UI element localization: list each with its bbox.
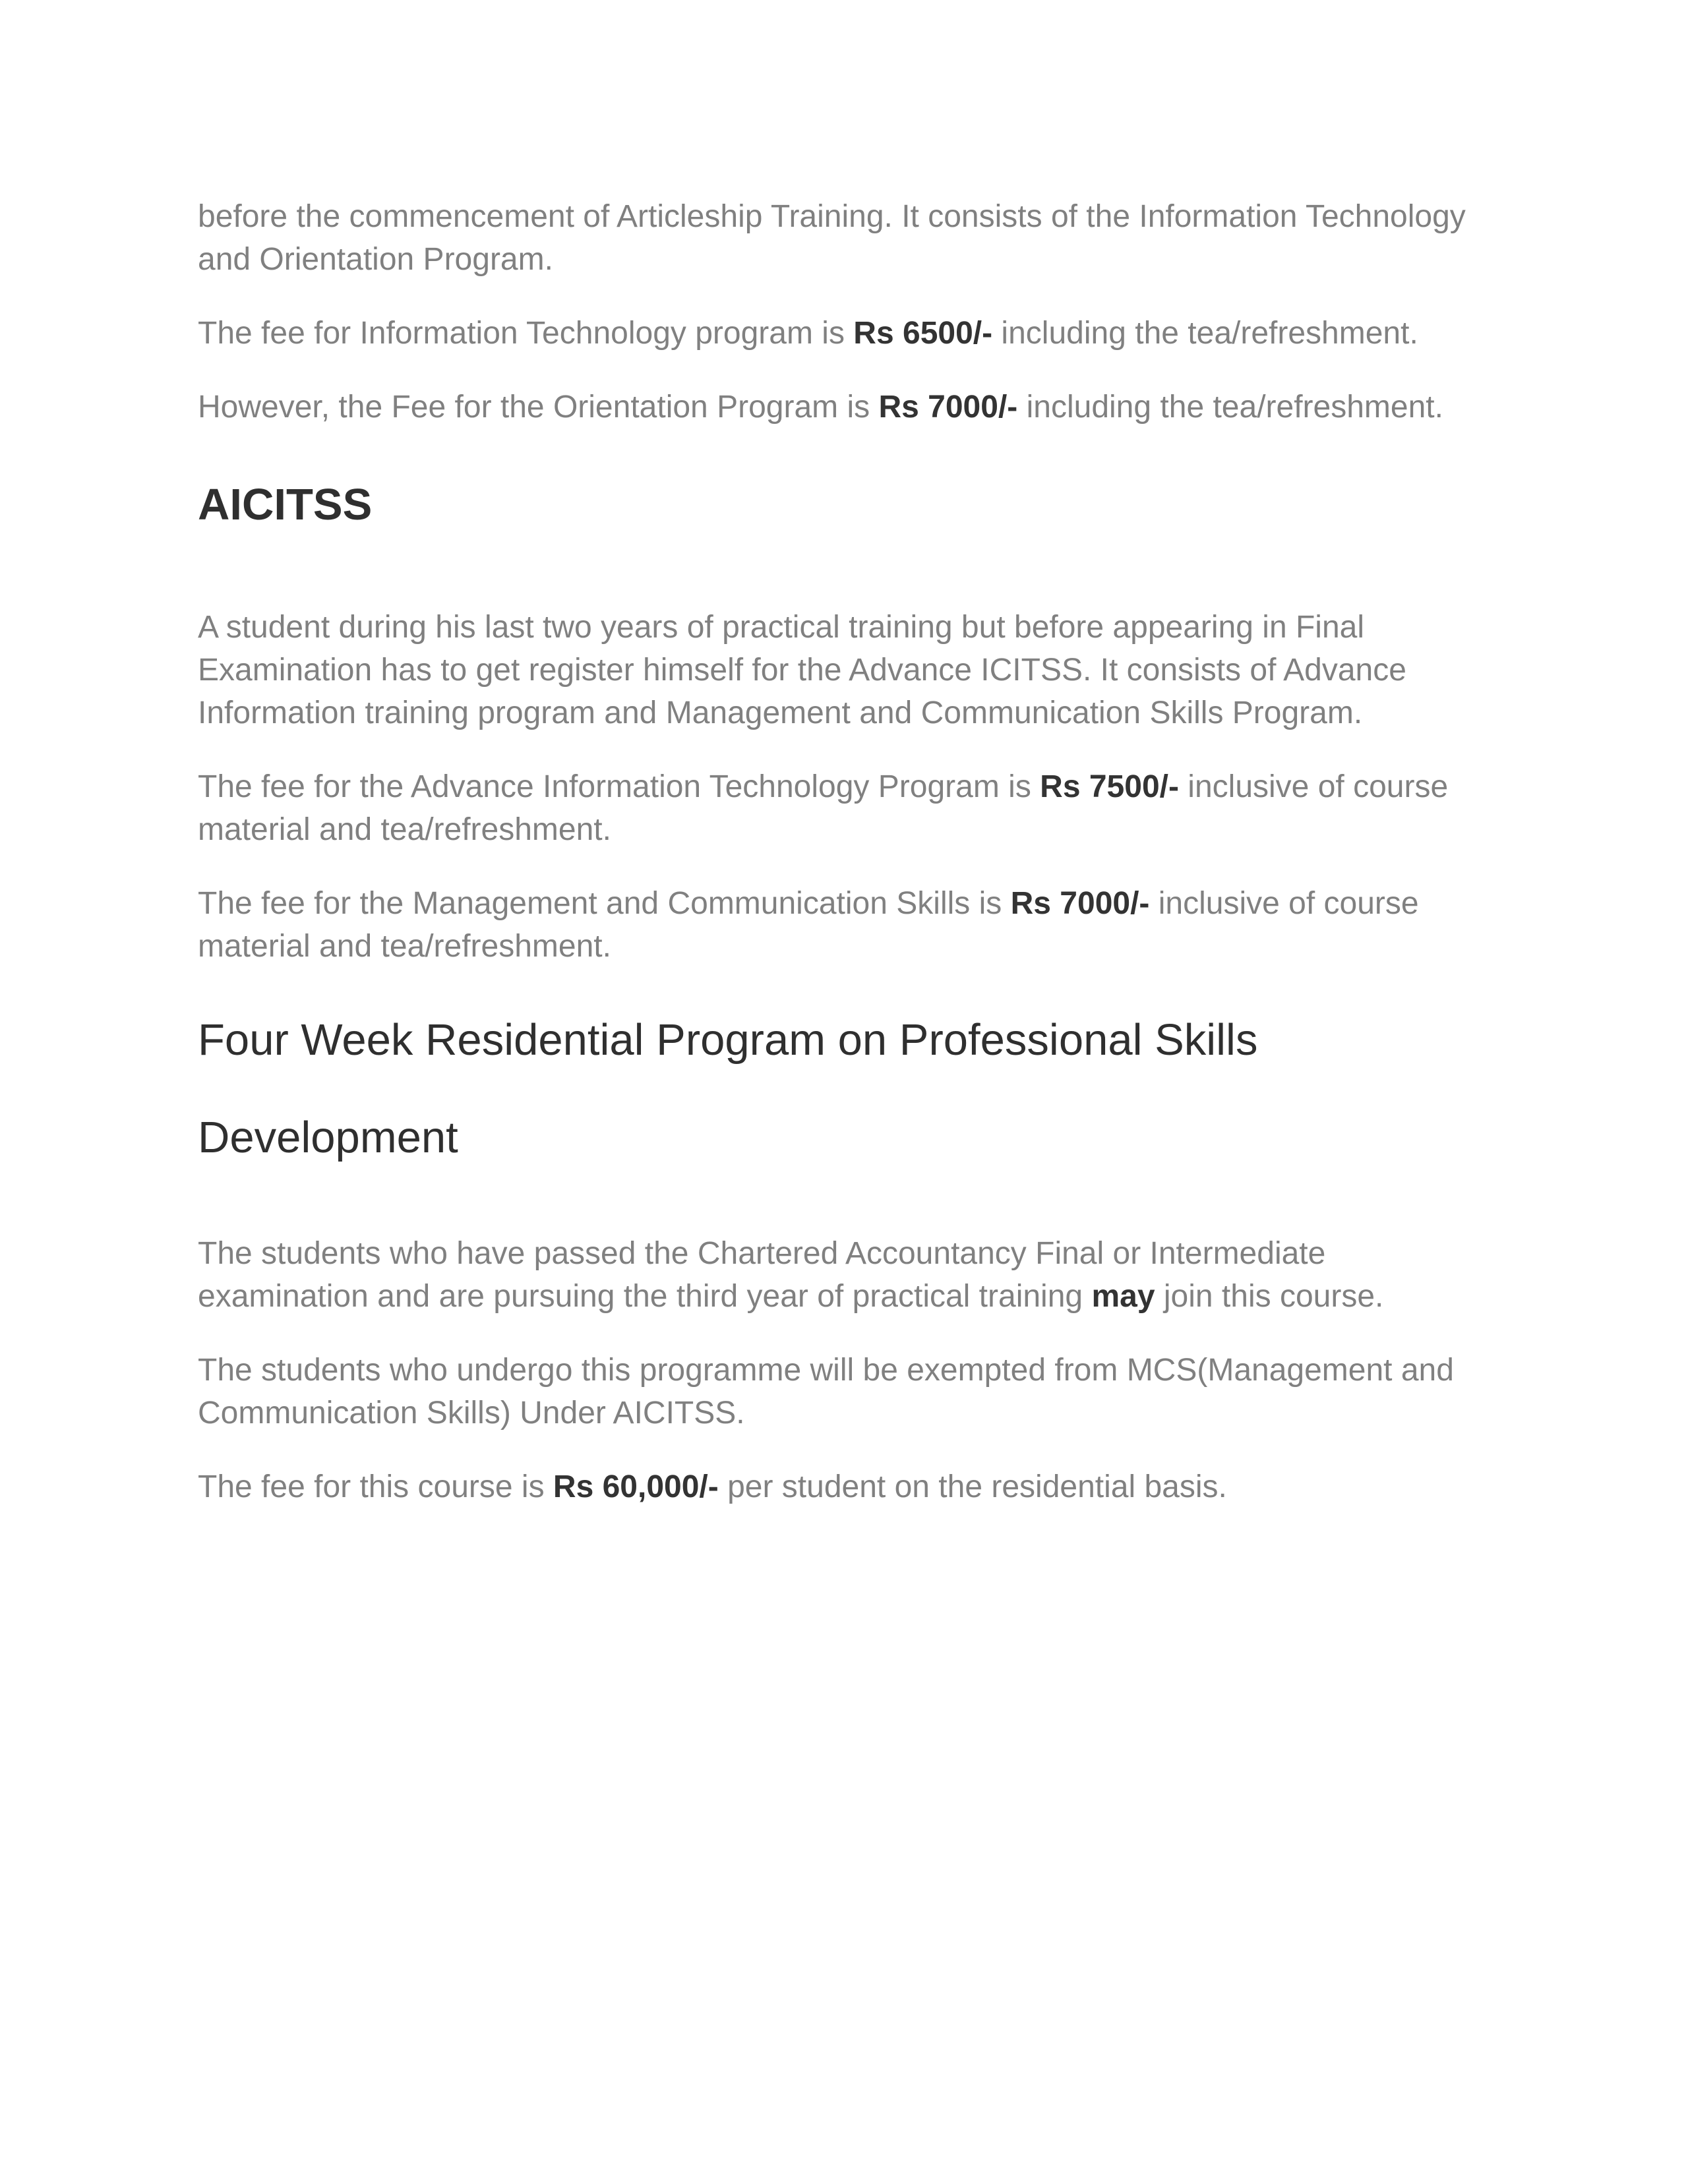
fee-amount: Rs 7000/- — [878, 390, 1018, 425]
text: join this course. — [1155, 1279, 1384, 1314]
text: The fee for the Advance Information Technology Program is — [198, 769, 1040, 804]
fee-amount: Rs 60,000/- — [553, 1469, 719, 1504]
ait-fee-paragraph — [198, 765, 1490, 851]
text: The students who have passed the Chartered Accountancy Final or Intermediate examination and are pursuing the third year of practical training — [198, 1236, 1326, 1314]
residential-eligibility-paragraph — [198, 1232, 1490, 1318]
emphasis: may — [1091, 1279, 1155, 1314]
text: inclusive of course material and tea/refreshment. — [198, 886, 1419, 964]
fee-amount: Rs 6500/- — [853, 316, 993, 351]
residential-heading-line1: Four Week Residential Program on Professional Skills — [198, 1015, 1258, 1065]
residential-heading-line2: Development — [198, 1113, 458, 1162]
document-page — [198, 195, 1490, 1508]
residential-fee-paragraph — [198, 1465, 1490, 1508]
mcs-fee-paragraph — [198, 882, 1490, 968]
text: inclusive of course material and tea/refreshment. — [198, 769, 1449, 847]
text: per student on the residential basis. — [718, 1469, 1227, 1504]
residential-exemption-paragraph: The students who undergo this programme will be exempted from MCS(Management and Communication Skills) Under AICITSS. — [198, 1353, 1454, 1431]
text: The fee for this course is — [198, 1469, 553, 1504]
text: including the tea/refreshment. — [992, 316, 1418, 351]
aicitss-heading: AICITSS — [198, 480, 373, 529]
orientation-fee-paragraph — [198, 386, 1490, 428]
intro-paragraph: before the commencement of Articleship Training. It consists of the Information Technology and Orientation Program. — [198, 199, 1466, 277]
text: The fee for Information Technology program is — [198, 316, 854, 351]
it-fee-paragraph — [198, 312, 1490, 355]
fee-amount: Rs 7000/- — [1010, 886, 1150, 921]
text: However, the Fee for the Orientation Program is — [198, 390, 879, 425]
text: The fee for the Management and Communication Skills is — [198, 886, 1011, 921]
aicitss-intro-paragraph: A student during his last two years of practical training but before appearing in Final Examination has to get register himself for the Advance ICITSS. It consists of Advance Information training program and Management and Communication Skills Program. — [198, 610, 1406, 730]
fee-amount: Rs 7500/- — [1040, 769, 1179, 804]
text: including the tea/refreshment. — [1017, 390, 1443, 425]
